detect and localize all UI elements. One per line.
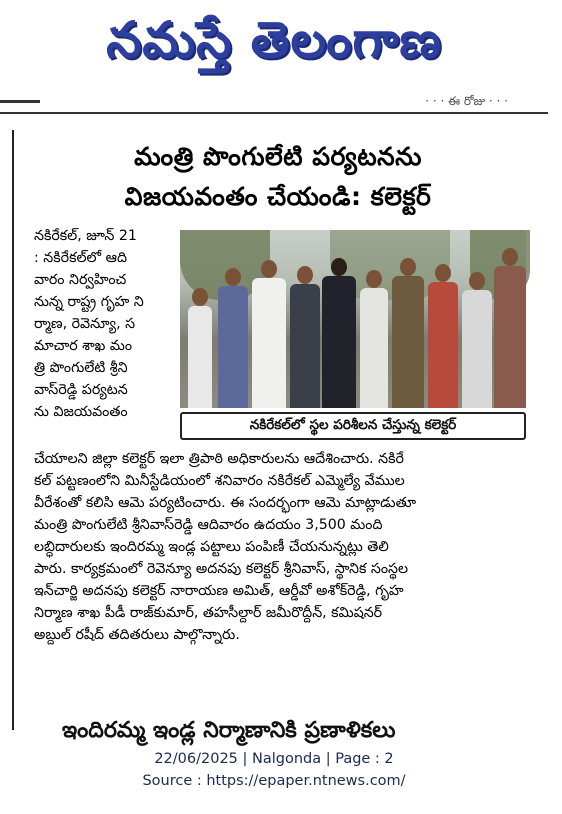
wrap-line: వాస్‌రెడ్డి పర్యటన xyxy=(34,382,128,398)
photo-person xyxy=(428,264,458,408)
wrapped-text-column xyxy=(34,225,176,423)
news-photo-block xyxy=(180,230,526,442)
masthead xyxy=(0,0,548,92)
photo-person xyxy=(218,268,248,408)
photo-caption: నకిరేకల్‌లో స్థల పరిశీలన చేస్తున్న కలెక్టర్ xyxy=(180,412,526,440)
body-line: లబ్ధిదారులకు ఇందిరమ్మ ఇండ్ల పట్టాలు పంపిణీ చేయనున్నట్లు తెలి xyxy=(34,539,389,555)
body-line: చేయాలని జిల్లా కలెక్టర్ ఇలా త్రిపాఠి అధికారులను ఆదేశించారు. నకిరే xyxy=(34,451,404,467)
article-body xyxy=(34,448,530,646)
photo-person xyxy=(494,248,526,408)
next-article-headline-cut xyxy=(14,718,562,743)
strip-rule xyxy=(0,100,40,103)
footer-source-line[interactable]: Source : https://epaper.ntnews.com/ xyxy=(142,773,406,789)
body-line: అబ్దుల్ రషీద్ తదితరులు పాల్గొన్నారు. xyxy=(34,627,240,643)
strip-text: · · · ఈ రోజు · · · xyxy=(425,94,508,108)
wrap-line: త్రి పొంగులేటి శ్రీని xyxy=(34,360,128,376)
footer-date-line: 22/06/2025 | Nalgonda | Page : 2 xyxy=(154,751,394,767)
header-strip xyxy=(0,92,548,114)
photo-person xyxy=(188,288,212,408)
newspaper-title: నమస్తే తెలంగాణ xyxy=(106,10,442,69)
wrap-line: ను విజయవంతం xyxy=(34,404,128,420)
body-line: కల్ పట్టణంలోని మినీస్టేడియంలో శనివారం నకిరేకల్ ఎమ్మెల్యే వేముల xyxy=(34,473,405,489)
photo-person xyxy=(252,260,286,408)
wrap-line: : నకిరేకల్‌లో ఆది xyxy=(34,250,127,266)
body-line: వీరేశంతో కలిసి ఆమె పర్యటించారు. ఈ సందర్భంగా ఆమె మాట్లాడుతూ xyxy=(34,495,417,511)
article xyxy=(12,130,540,743)
source-footer xyxy=(0,748,548,792)
headline-line-2: విజయవంతం చేయండి: కలెక్టర్ xyxy=(124,182,432,211)
photo-person xyxy=(290,266,320,408)
body-line: మంత్రి పొంగులేటి శ్రీనివాస్‌రెడ్డి ఆదివారం ఉదయం 3,500 మంది xyxy=(34,517,383,533)
news-photo xyxy=(180,230,526,408)
photo-person xyxy=(462,272,492,408)
photo-person xyxy=(322,258,356,408)
photo-person xyxy=(360,270,388,408)
headline-line-1: మంత్రి పొంగులేటి పర్యటనను xyxy=(134,142,422,171)
wrap-line: నకిరేకల్, జూన్ 21 xyxy=(34,228,137,244)
body-line: పారు. కార్యక్రమంలో రెవెన్యూ అదనపు కలెక్టర్ శ్రీనివాస్, స్థానిక సంస్థల xyxy=(34,561,409,577)
body-line: ఇన్‌చార్జి అదనపు కలెక్టర్ నారాయణ అమిత్, ఆర్డీవో అశోక్‌రెడ్డి, గృహ xyxy=(34,583,404,599)
body-line: నిర్మాణ శాఖ పీడీ రాజ్‌కుమార్, తహసీల్దార్ జమీరొద్దీన్, కమిషనర్ xyxy=(34,605,383,621)
wrap-line: ర్మాణ, రెవెన్యూ, స xyxy=(34,316,136,332)
wrap-line: నున్న రాష్ట్ర గృహ ని xyxy=(34,294,144,310)
wrap-line: వారం నిర్వహించ xyxy=(34,272,127,288)
next-headline-text: ఇందిరమ్మ ఇండ్ల నిర్మాణానికి ప్రణాళికలు xyxy=(62,718,396,743)
wrap-line: మాచార శాఖ మం xyxy=(34,338,133,354)
photo-person xyxy=(392,258,424,408)
